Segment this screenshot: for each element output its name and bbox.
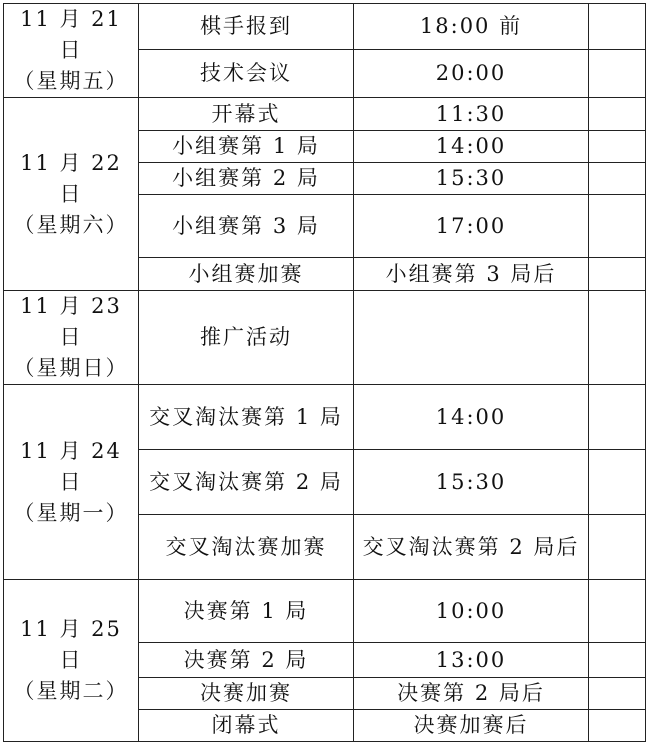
extra-cell [589,678,646,710]
time-cell: 小组赛第 3 局后 [354,258,589,291]
date-text: 11 月 25 日 [20,617,122,672]
event-cell: 小组赛加赛 [139,258,354,291]
extra-cell [589,258,646,291]
extra-cell [589,131,646,163]
event-cell: 交叉淘汰赛加赛 [139,515,354,580]
extra-cell [589,291,646,385]
weekday-text: （星期日） [13,356,129,380]
weekday-text: （星期一） [13,500,129,525]
weekday-text: （星期二） [13,679,129,703]
date-cell [4,385,139,580]
weekday-text: （星期六） [13,212,129,237]
time-cell: 10:00 [354,580,589,643]
event-cell: 技术会议 [139,49,354,97]
extra-cell [589,385,646,450]
event-cell: 推广活动 [139,291,354,385]
extra-cell [589,4,646,50]
date-text: 11 月 21 日 [20,7,122,62]
date-text: 11 月 23 日 [20,294,122,349]
event-cell: 小组赛第 3 局 [139,195,354,258]
table-row [4,4,646,50]
event-cell: 小组赛第 2 局 [139,163,354,195]
time-cell: 14:00 [354,131,589,163]
schedule-table [3,3,646,742]
event-cell: 决赛第 2 局 [139,643,354,678]
time-cell: 15:30 [354,163,589,195]
date-cell [4,291,139,385]
extra-cell [589,98,646,131]
extra-cell [589,515,646,580]
time-cell: 11:30 [354,98,589,131]
weekday-text: （星期五） [13,69,129,93]
time-cell: 17:00 [354,195,589,258]
event-cell: 开幕式 [139,98,354,131]
extra-cell [589,195,646,258]
table-row [4,580,646,643]
event-cell: 决赛加赛 [139,678,354,710]
time-cell: 13:00 [354,643,589,678]
table-row [4,98,646,131]
time-cell: 决赛加赛后 [354,710,589,742]
time-cell: 20:00 [354,49,589,97]
date-text: 11 月 24 日 [20,438,122,494]
date-cell [4,580,139,742]
extra-cell [589,580,646,643]
table-row [4,291,646,385]
time-cell: 14:00 [354,385,589,450]
event-cell: 闭幕式 [139,710,354,742]
date-cell [4,98,139,291]
extra-cell [589,643,646,678]
table-row [4,385,646,450]
time-cell: 15:30 [354,450,589,515]
event-cell: 小组赛第 1 局 [139,131,354,163]
date-text: 11 月 22 日 [20,150,122,206]
time-cell: 18:00 前 [354,4,589,50]
time-cell: 交叉淘汰赛第 2 局后 [354,515,589,580]
extra-cell [589,163,646,195]
extra-cell [589,710,646,742]
event-cell: 棋手报到 [139,4,354,50]
date-cell [4,4,139,98]
event-cell: 交叉淘汰赛第 2 局 [139,450,354,515]
extra-cell [589,49,646,97]
time-cell: 决赛第 2 局后 [354,678,589,710]
time-cell [354,291,589,385]
event-cell: 决赛第 1 局 [139,580,354,643]
event-cell: 交叉淘汰赛第 1 局 [139,385,354,450]
extra-cell [589,450,646,515]
